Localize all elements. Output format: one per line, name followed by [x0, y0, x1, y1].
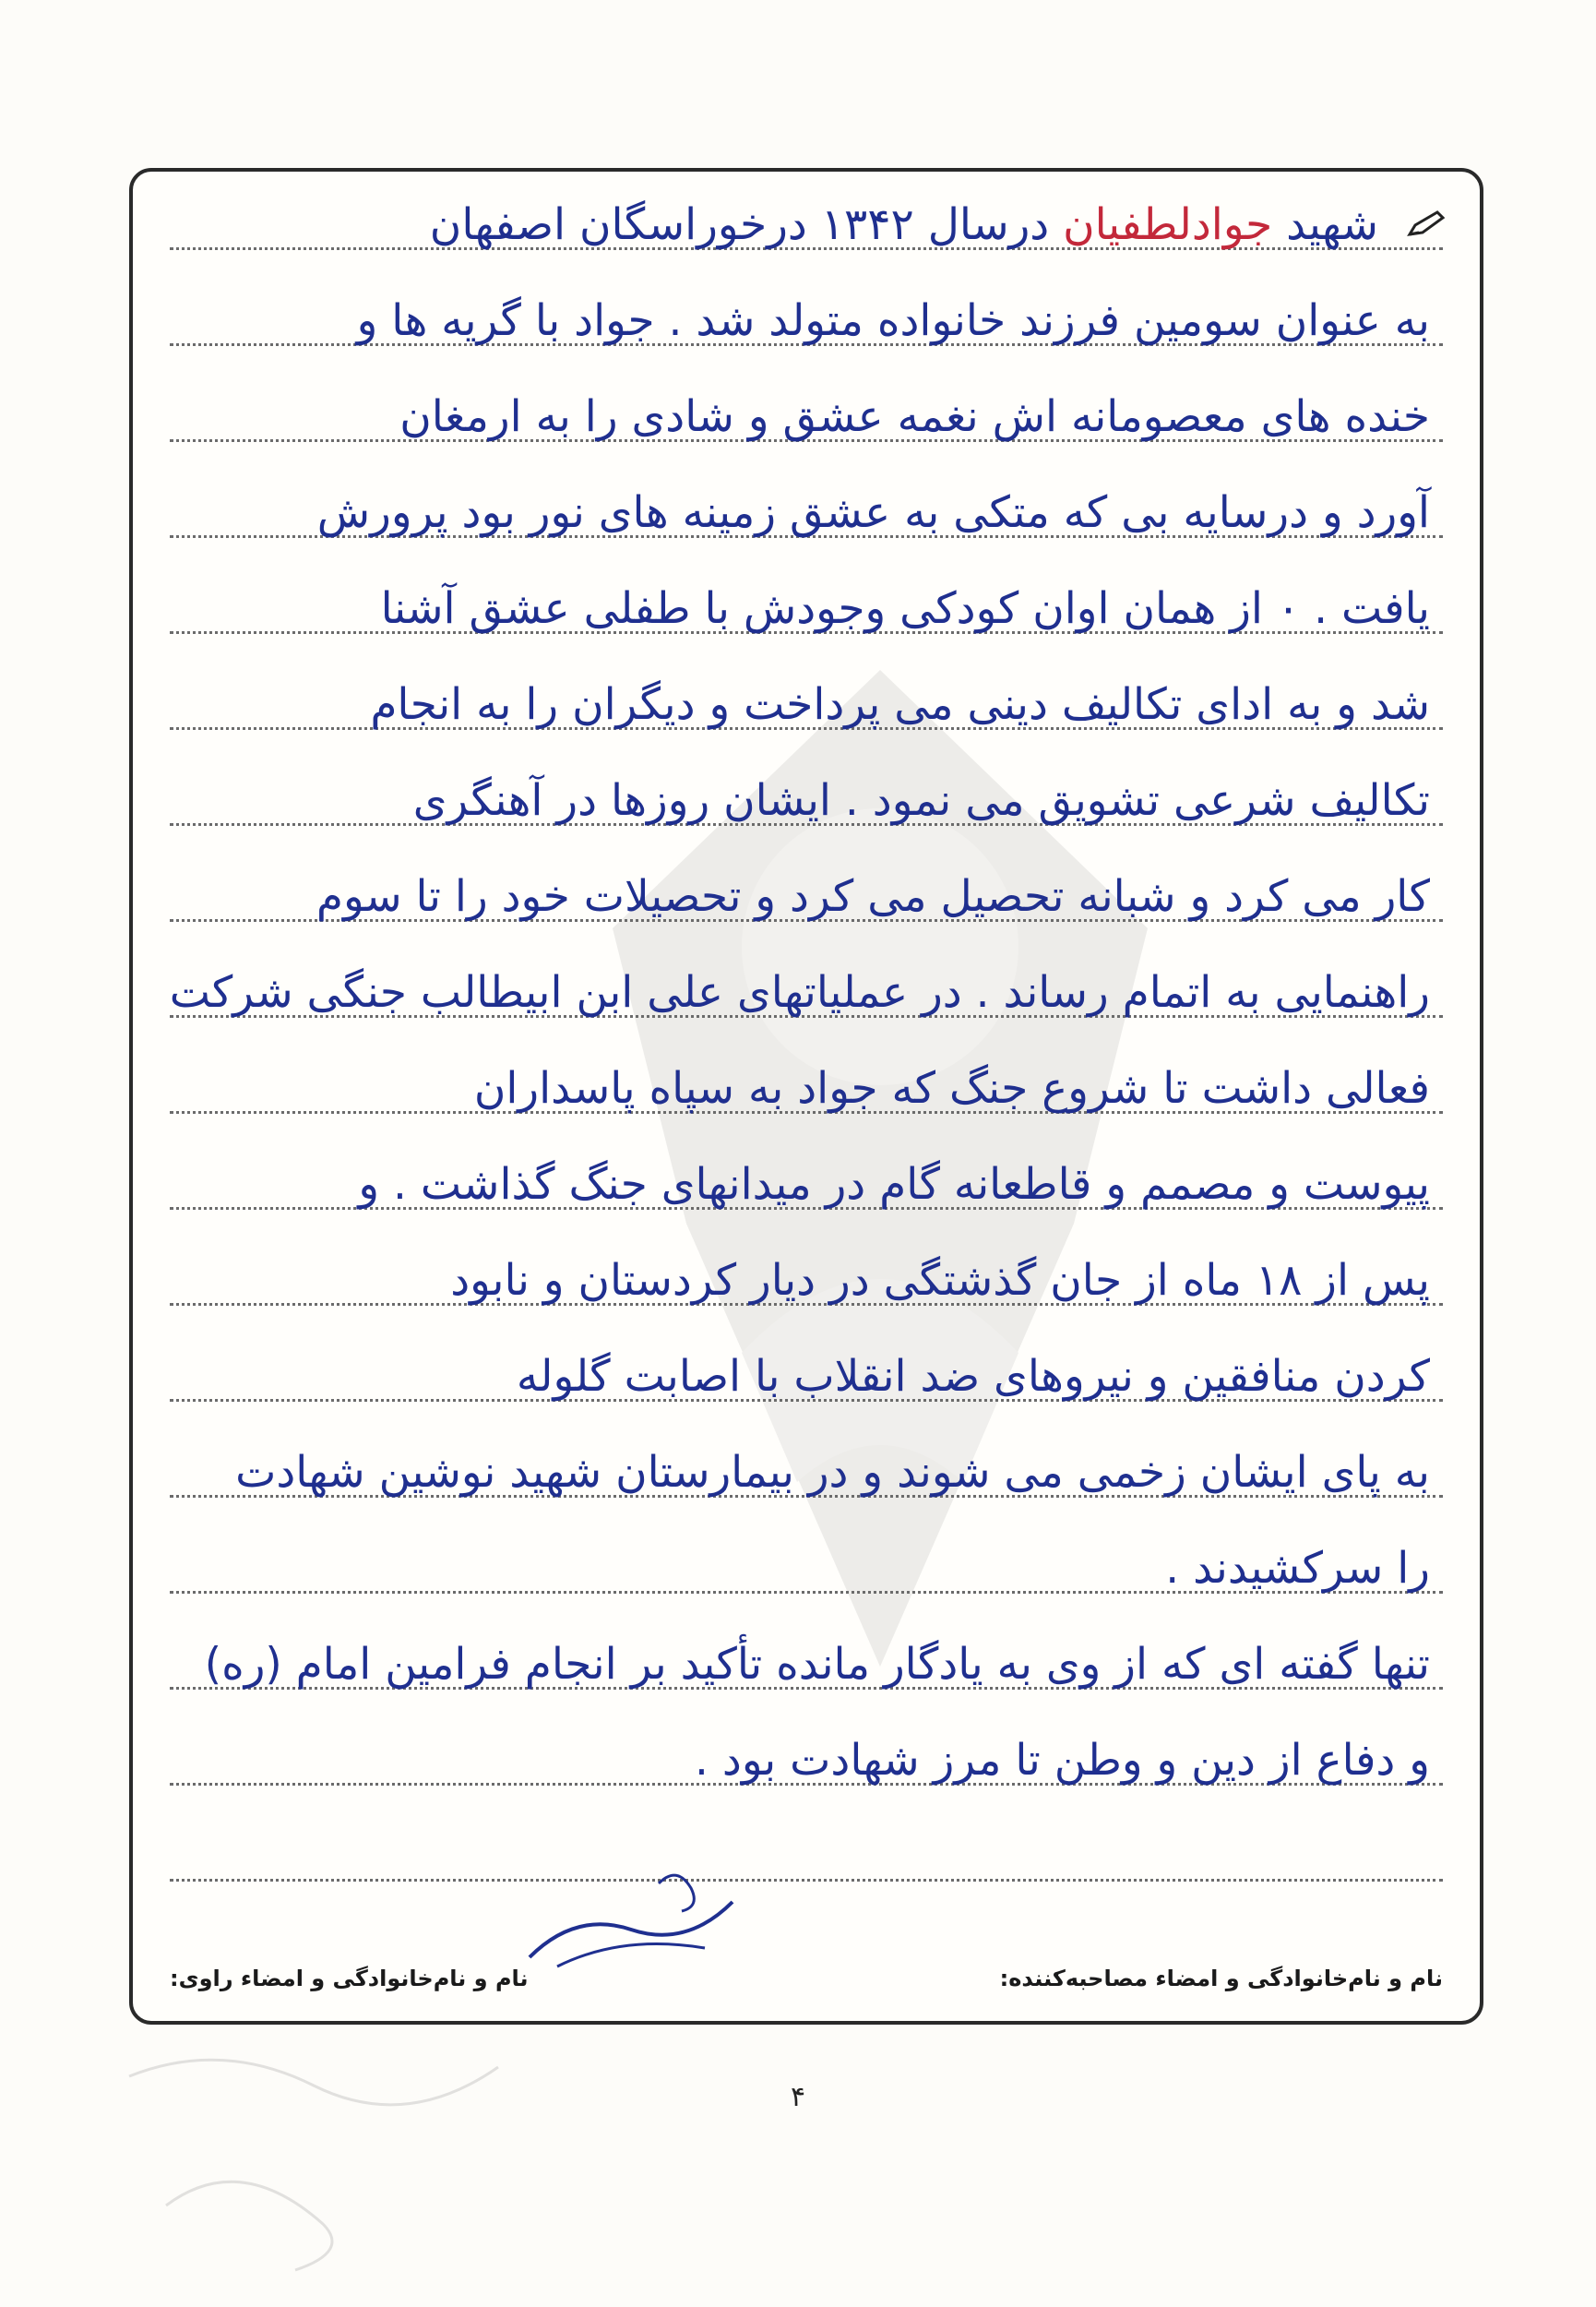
handwritten-line: و دفاع از دین و وطن تا مرز شهادت بود .	[695, 1735, 1430, 1786]
page-number: ۴	[790, 2081, 806, 2113]
ruled-line	[170, 1879, 1443, 1882]
handwritten-line: را سرکشیدند .	[1165, 1543, 1430, 1594]
handwritten-line: خنده های معصومانه اش نغمه عشق و شادی را به ارمغان	[399, 391, 1430, 442]
handwritten-line: به پای ایشان زخمی می شوند و در بیمارستان شهید نوشین شهادت	[235, 1447, 1430, 1498]
handwritten-line: تنها گفته ای که از وی به یادگار مانده تأکید بر انجام فرامین امام (ره)	[204, 1639, 1430, 1690]
narrator-label: نام و نام‌خانوادگی و امضاء راوی:	[170, 1966, 529, 1991]
form-sheet	[129, 168, 1483, 2025]
handwritten-line: کار می کرد و شبانه تحصیل می کرد و تحصیلات خود را تا سوم	[316, 871, 1430, 922]
handwritten-line: به عنوان سومین فرزند خانواده متولد شد . جواد با گریه ها و	[356, 295, 1430, 346]
bleed-through-mark	[111, 2021, 590, 2298]
signature-mark	[520, 1847, 742, 1985]
handwritten-line: یافت . ۰ از همان اوان کودکی وجودش با طفلی عشق آشنا	[380, 583, 1430, 634]
martyr-name: جوادلطفیان	[1063, 199, 1273, 250]
handwritten-line	[170, 199, 1378, 250]
handwritten-suffix: درسال ۱۳۴۲ درخوراسگان اصفهان	[429, 199, 1064, 250]
handwritten-line: پس از ۱۸ ماه از جان گذشتگی در دیار کردستان و نابود	[450, 1255, 1430, 1306]
signature-labels	[170, 1966, 1443, 1991]
handwritten-line: فعالی داشت تا شروع جنگ که جواد به سپاه پاسداران	[473, 1063, 1430, 1114]
handwritten-line: کردن منافقین و نیروهای ضد انقلاب با اصابت گلوله	[516, 1351, 1430, 1402]
handwritten-prefix: شهید	[1272, 199, 1378, 250]
handwritten-line: آورد و درسایه بی که متکی به عشق زمینه های نور بود پرورش	[316, 487, 1430, 538]
handwritten-line: شد و به ادای تکالیف دینی می پرداخت و دیگران را به انجام	[370, 679, 1430, 730]
handwritten-line: تکالیف شرعی تشویق می نمود . ایشان روزها در آهنگری	[412, 775, 1430, 826]
handwritten-line: پیوست و مصمم و قاطعانه گام در میدانهای جنگ گذاشت . و	[358, 1159, 1430, 1210]
handwritten-line: راهنمایی به اتمام رساند . در عملیاتهای علی ابن ابیطالب جنگی شرکت	[169, 967, 1430, 1018]
interviewer-label: نام و نام‌خانوادگی و امضاء مصاحبه‌کننده:	[999, 1966, 1443, 1991]
